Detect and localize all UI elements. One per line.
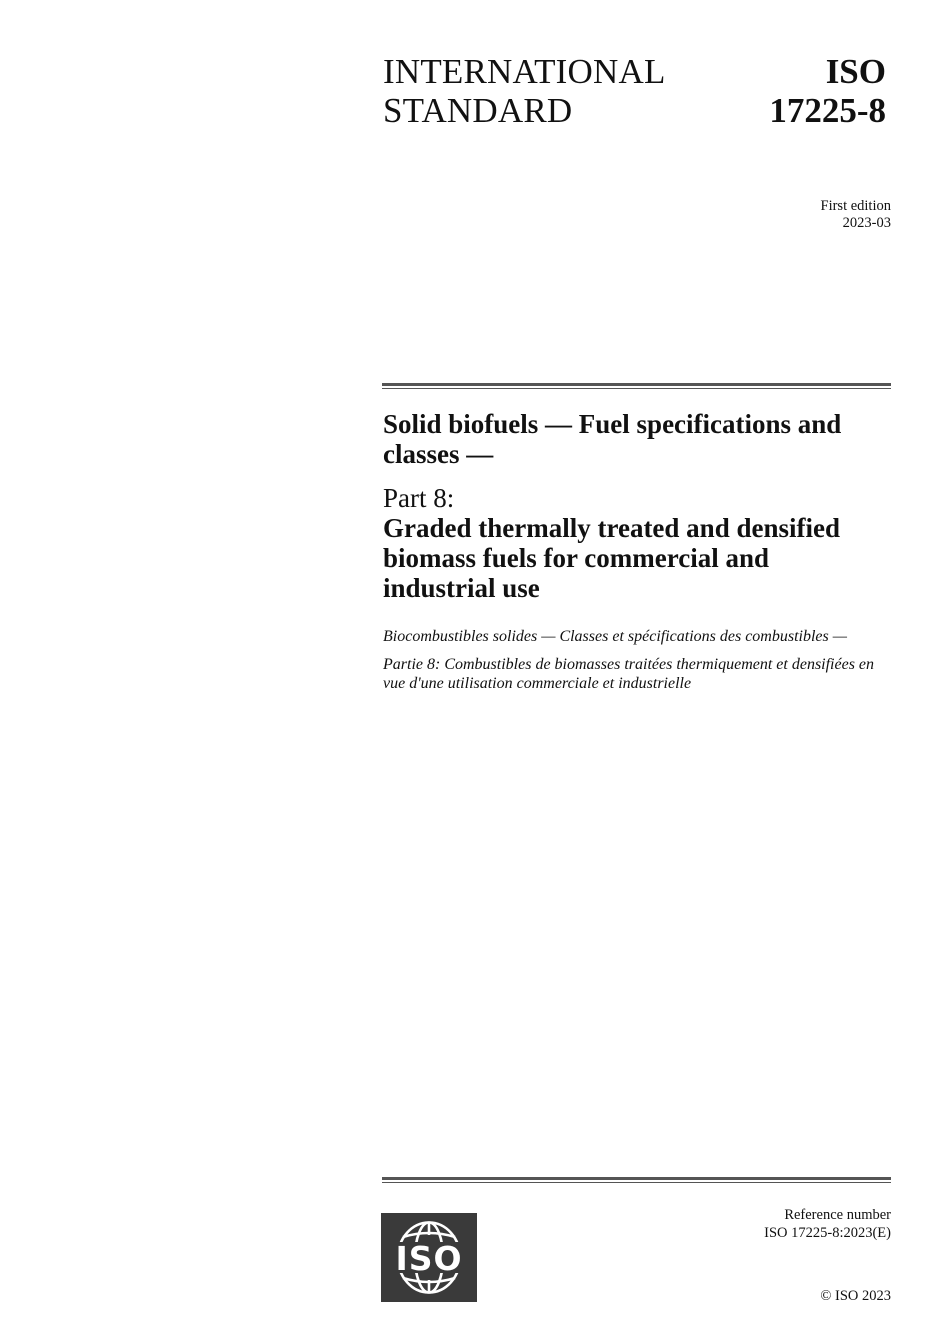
iso-logo	[381, 1213, 477, 1302]
edition-date: 2023-03	[842, 215, 891, 231]
french-main-title: Biocombustibles solides — Classes et spécifications des combustibles —	[383, 628, 847, 645]
standard-number-value: 17225-8	[769, 91, 886, 130]
edition-info	[821, 198, 892, 232]
iso-globe-logo-icon	[381, 1213, 477, 1302]
iso-logo-text: ISO	[395, 1239, 463, 1278]
bottom-divider	[382, 1177, 891, 1183]
document-type-line1: INTERNATIONAL	[383, 52, 666, 91]
copyright: © ISO 2023	[820, 1288, 891, 1304]
standard-number	[769, 52, 886, 130]
french-part-title: Partie 8: Combustibles de biomasses traitées thermiquement et densifiées en vue d'une utilisation commerciale et industrielle	[383, 656, 875, 692]
part-label: Part 8:	[383, 483, 455, 513]
part-title: Graded thermally treated and densified biomass fuels for commercial and industrial use	[383, 513, 840, 603]
main-title: Solid biofuels — Fuel specifications and classes —	[383, 409, 842, 469]
edition-label: First edition	[820, 198, 891, 214]
reference-value: ISO 17225-8:2023(E)	[764, 1225, 891, 1241]
top-divider	[382, 383, 891, 389]
document-type	[383, 52, 666, 130]
standard-number-prefix: ISO	[825, 52, 886, 91]
reference-number	[764, 1206, 891, 1242]
reference-label: Reference number	[784, 1207, 891, 1223]
french-title-block	[383, 627, 883, 693]
document-type-line2: STANDARD	[383, 91, 573, 130]
title-block	[383, 409, 883, 603]
